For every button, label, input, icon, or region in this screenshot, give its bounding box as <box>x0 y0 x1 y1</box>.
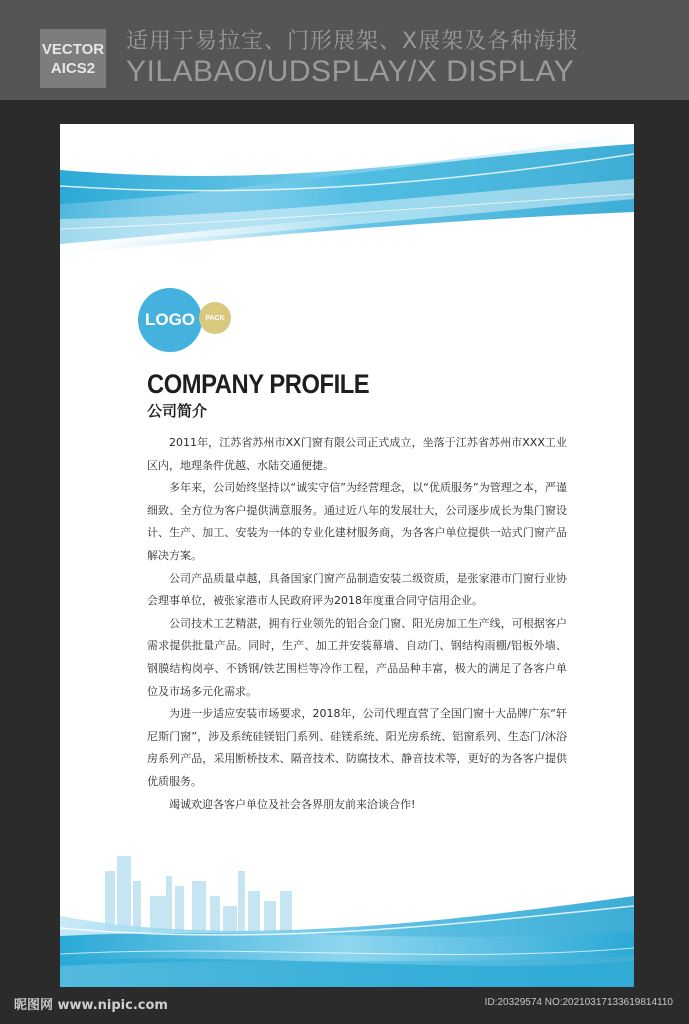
pack-text: PACK <box>205 314 225 322</box>
paragraph: 公司产品质量卓越，具备国家门窗产品制造安装二级资质，是张家港市门窗行业协会理事单位，被张家港市人民政府评为2018年度重合同守信用企业。 <box>147 571 567 608</box>
paragraph: 2011年，江苏省苏州市XX门窗有限公司正式成立，坐落于江苏省苏州市XXX工业区内，地理条件优越、水陆交通便捷。 <box>147 436 567 472</box>
watermark-id: ID:20329574 NO:20210317133619814110 <box>484 997 673 1008</box>
profile-body <box>147 432 567 816</box>
company-profile-title: COMPANY PROFILE <box>147 369 370 399</box>
paragraph: 多年来，公司始终坚持以“诚实守信”为经营理念，以“优质服务”为管理之本，严谨细致、全方位为客户提供满意服务。通过近八年的发展壮大，公司逐步成长为集门窗设计、生产、加工、安装为一体的专业化建材服务商，为各客户单位提供一站式门窗产品解决方案。 <box>147 481 567 562</box>
city-skyline-icon <box>105 856 292 931</box>
badge-line-1: VECTOR <box>41 40 105 58</box>
pack-circle <box>199 302 231 334</box>
company-profile-subtitle: 公司简介 <box>147 402 208 420</box>
logo-text: LOGO <box>144 310 196 329</box>
top-banner <box>0 0 689 100</box>
paragraph: 公司技术工艺精湛，拥有行业领先的铝合金门窗、阳光房加工生产线，可根据客户需求提供批量产品。同时，生产、加工并安装幕墙、自动门、钢结构雨棚/铝板外墙、钢膜结构岗亭、不锈钢/铁艺围栏等冷作工程，产品品种丰富，极大的满足了各客户单位及市场多元化需求。 <box>147 616 567 698</box>
paragraph: 为进一步适应安装市场要求，2018年，公司代理直营了全国门窗十大品牌广东“轩尼斯门窗”，涉及系统硅镁铝门系列、硅镁系统、阳光房系统、铝窗系列、生态门/沐浴房系列产品，采用断桥技术、隔音技术、防腐技术、静音技术等，更好的为各客户提供优质服务。 <box>147 707 567 788</box>
paragraph: 竭诚欢迎各客户单位及社会各界朋友前来洽谈合作! <box>169 797 416 811</box>
banner-title-en: YILABAO/UDSPLAY/X DISPLAY <box>126 55 575 88</box>
logo-circle <box>138 288 202 352</box>
banner-title-cn: 适用于易拉宝、门形展架、X展架及各种海报 <box>126 29 580 54</box>
watermark-site: 昵图网 www.nipic.com <box>14 998 168 1013</box>
top-wave-graphic <box>60 124 634 254</box>
poster-canvas <box>60 124 634 987</box>
bottom-wave-graphic <box>60 836 634 987</box>
vector-aics2-badge <box>40 29 106 88</box>
badge-line-2: AICS2 <box>50 59 96 77</box>
